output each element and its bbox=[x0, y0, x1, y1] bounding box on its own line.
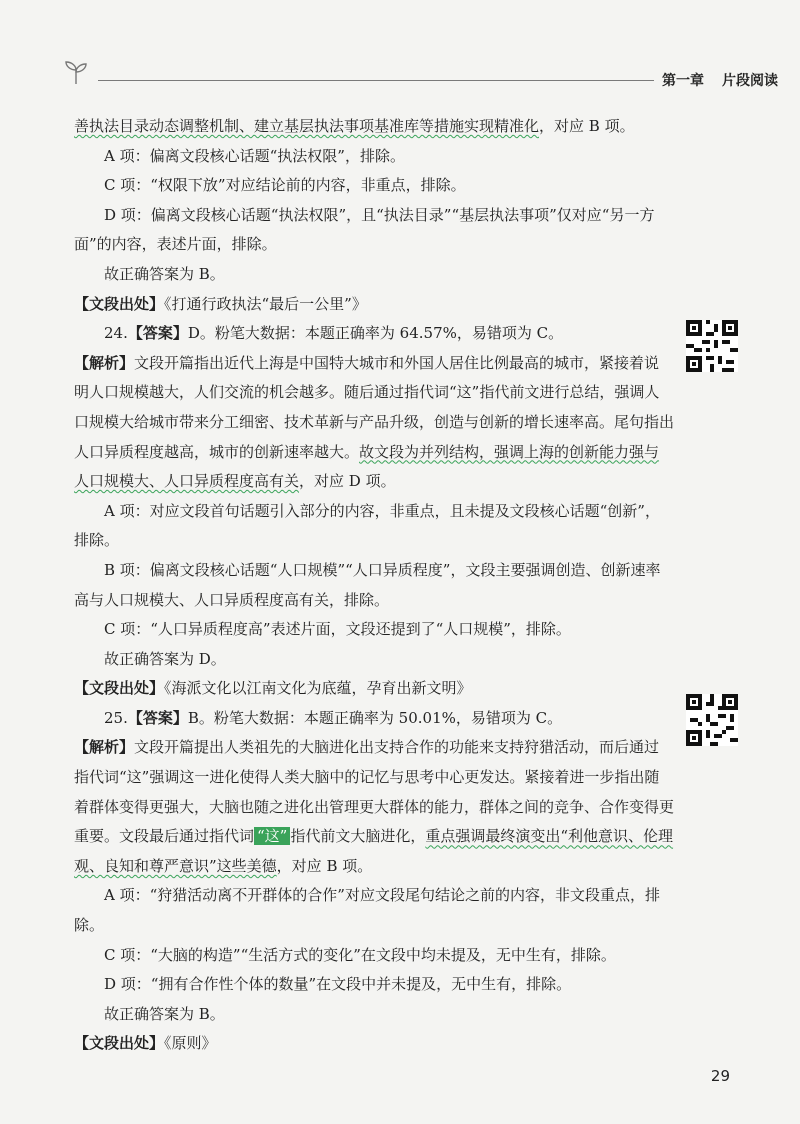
analysis-25: 【解析】文段开篇提出人类祖先的大脑进化出支持合作的功能来支持狩猎活动，而后通过指代词“这”强调这一进化使得人类大脑中的记忆与思考中心更发达。紧接着进一步指出随着群体变得更强大，大脑也随之进化出管理更大群体的能力，群体之间的竞争、合作变得更重要。文段最后通过指代词 “这” 指代前文大脑进化，重点强调最终演变出“利他意识、伦理观、良知和尊严意识”这些美德，对应 B 项。 bbox=[74, 738, 675, 875]
qr-code-icon[interactable] bbox=[686, 694, 738, 746]
correct-answer: 故正确答案为 B。 bbox=[104, 264, 225, 283]
option-analysis: A 项：对应文段首句话题引入部分的内容，非重点，且未提及文段核心话题“创新”，排除。 bbox=[74, 501, 660, 550]
underlined-text: 故文段为并列结构，强调上海的创新能力强与人口规模大、人口异质程度高有关 bbox=[74, 442, 660, 491]
source-tag: 【文段出处】 bbox=[74, 294, 165, 313]
underlined-text: 善执法目录动态调整机制、建立基层执法事项基准库等措施实现精准化 bbox=[74, 117, 540, 135]
highlighted-word: “这” bbox=[254, 827, 290, 845]
underlined-text: 重点强调最终演变出“利他意识、伦理观、良知和尊严意识”这些美德 bbox=[74, 827, 674, 875]
correct-answer: 故正确答案为 B。 bbox=[104, 1004, 225, 1023]
qr-code-icon[interactable] bbox=[686, 320, 738, 372]
source-line: 【文段出处】《海派文化以江南文化为底蕴，孕育出新文明》 bbox=[74, 679, 472, 698]
page-number: 29 bbox=[710, 1067, 730, 1085]
option-analysis: C 项：“权限下放”对应结论前的内容，非重点，排除。 bbox=[104, 176, 466, 195]
answer-tag: 【答案】 bbox=[127, 708, 188, 727]
option-analysis: B 项：偏离文段核心话题“人口规模”“人口异质程度”，文段主要强调创造、创新速率高与人口规模大、人口异质程度高有关，排除。 bbox=[74, 560, 661, 609]
chapter-title: 第一章 片段阅读 bbox=[662, 73, 778, 89]
analysis-tag: 【解析】 bbox=[74, 738, 135, 757]
paragraph: 善执法目录动态调整机制、建立基层执法事项基准库等措施实现精准化，对应 B 项。 bbox=[74, 117, 635, 135]
option-analysis: C 项：“大脑的构造”“生活方式的变化”在文段中均未提及，无中生有，排除。 bbox=[104, 945, 616, 964]
source-tag: 【文段出处】 bbox=[74, 679, 165, 698]
answer-tag: 【答案】 bbox=[127, 324, 188, 343]
page-header bbox=[62, 58, 778, 98]
option-analysis: C 项：“人口异质程度高”表述片面，文段还提到了“人口规模”，排除。 bbox=[104, 620, 571, 639]
option-analysis: A 项：“狩猎活动离不开群体的合作”对应文段尾句结论之前的内容，非文段重点，排除。 bbox=[74, 886, 660, 935]
source-line: 【文段出处】《原则》 bbox=[74, 1034, 217, 1053]
source-tag: 【文段出处】 bbox=[74, 1034, 165, 1053]
option-analysis: A 项：偏离文段核心话题“执法权限”，排除。 bbox=[104, 146, 405, 165]
sprout-icon bbox=[62, 58, 90, 86]
header-rule bbox=[98, 80, 654, 81]
correct-answer: 故正确答案为 D。 bbox=[104, 649, 226, 668]
option-analysis: D 项：偏离文段核心话题“执法权限”，且“执法目录”“基层执法事项”仅对应“另一方面”的内容，表述片面，排除。 bbox=[74, 205, 655, 254]
answer-content bbox=[74, 112, 674, 1059]
question-answer-24: 24.【答案】D。粉笔大数据：本题正确率为 64.57%，易错项为 C。 bbox=[104, 324, 564, 343]
analysis-tag: 【解析】 bbox=[74, 353, 135, 372]
question-answer-25: 25.【答案】B。粉笔大数据：本题正确率为 50.01%，易错项为 C。 bbox=[104, 708, 563, 727]
analysis-24: 【解析】文段开篇指出近代上海是中国特大城市和外国人居住比例最高的城市，紧接着说明人口规模越大，人们交流的机会越多。随后通过指代词“这”指代前文进行总结，强调人口规模大给城市带来分工细密、技术革新与产品升级，创造与创新的增长速率高。尾句指出人口异质程度越高，城市的创新速率越大。故文段为并列结构，强调上海的创新能力强与人口规模大、人口异质程度高有关，对应 D 项。 bbox=[74, 353, 675, 491]
option-analysis: D 项：“拥有合作性个体的数量”在文段中并未提及，无中生有，排除。 bbox=[104, 975, 572, 994]
source-line: 【文段出处】《打通行政执法“最后一公里”》 bbox=[74, 294, 367, 313]
